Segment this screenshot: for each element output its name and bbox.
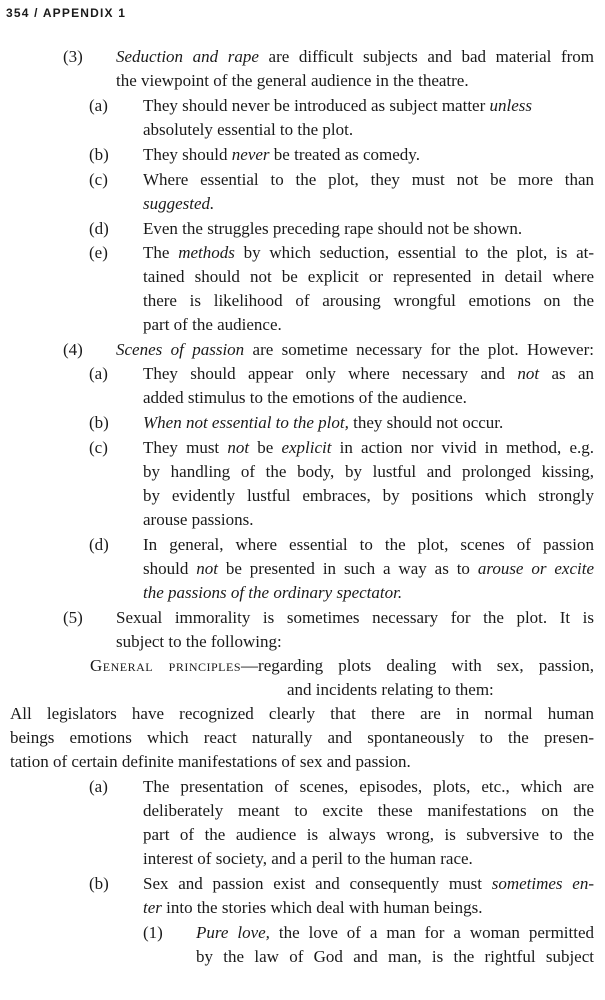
- general-principles-heading: General principles: [90, 656, 242, 675]
- text-line: Even the struggles preceding rape should not be shown.: [143, 219, 523, 238]
- text-line: beings emotions which react naturally and spontaneously to the presen-: [10, 728, 594, 747]
- item-label: (e): [89, 243, 108, 262]
- text-line: Where essential to the plot, they must not be more than: [143, 170, 594, 189]
- text-line: interest of society, and a peril to the human race.: [143, 849, 473, 868]
- header-separator: /: [34, 6, 39, 20]
- text-line: Seduction and rape are difficult subjects and bad material from: [116, 47, 594, 66]
- text-line: subject to the following:: [116, 632, 282, 651]
- text-line: When not essential to the plot, they should not occur.: [143, 413, 504, 432]
- text-line: All legislators have recognized clearly that there are in normal human: [10, 704, 594, 723]
- text-line: They should appear only where necessary and not as an: [143, 364, 594, 383]
- item-label: (3): [63, 47, 83, 66]
- text-line: and incidents relating to them:: [287, 680, 494, 699]
- item-label: (b): [89, 874, 109, 893]
- text-line: Pure love, the love of a man for a woman permitted: [196, 923, 595, 942]
- text-line: ter into the stories which deal with human beings.: [143, 898, 483, 917]
- text-line: by handling of the body, by lustful and prolonged kissing,: [143, 462, 594, 481]
- text-line: the passions of the ordinary spectator.: [143, 583, 403, 602]
- text-line: In general, where essential to the plot, scenes of passion: [143, 535, 594, 554]
- text-line: They should never be treated as comedy.: [143, 145, 420, 164]
- item-label: (c): [89, 438, 108, 457]
- text-line: tation of certain definite manifestations of sex and passion.: [10, 752, 411, 771]
- text-line: General principles—regarding plots dealing with sex, passion,: [90, 656, 595, 675]
- text-line: absolutely essential to the plot.: [143, 120, 354, 139]
- item-label: (a): [89, 96, 108, 115]
- text-line: They must not be explicit in action nor vivid in method, e.g.: [143, 438, 594, 457]
- text-line: part of the audience is always wrong, is subversive to the: [143, 825, 594, 844]
- text-line: part of the audience.: [143, 315, 282, 334]
- item-label: (5): [63, 608, 83, 627]
- page-number: 354: [6, 6, 30, 20]
- text-line: Sex and passion exist and consequently must sometimes en-: [143, 874, 594, 893]
- text-line: Sexual immorality is sometimes necessary for the plot. It is: [116, 608, 594, 627]
- running-header: [6, 6, 126, 20]
- item-label: (a): [89, 364, 108, 383]
- text-line: The presentation of scenes, episodes, plots, etc., which are: [143, 777, 594, 796]
- text-line: tained should not be explicit or represented in detail where: [143, 267, 594, 286]
- item-label: (b): [89, 413, 109, 432]
- header-section: APPENDIX 1: [42, 6, 127, 20]
- item-label: (a): [89, 777, 108, 796]
- item-label: (c): [89, 170, 108, 189]
- text-line: They should never be introduced as subject matter unless: [143, 96, 532, 115]
- text-line: by the law of God and man, is the rightful subject: [196, 947, 594, 966]
- item-label: (4): [63, 340, 83, 359]
- item-label: (b): [89, 145, 109, 164]
- text-line: Scenes of passion are sometime necessary for the plot. However:: [116, 340, 594, 359]
- item-label: (1): [143, 923, 163, 942]
- text-line: The methods by which seduction, essential to the plot, is at-: [143, 243, 594, 262]
- text-line: by evidently lustful embraces, by positions which strongly: [143, 486, 594, 505]
- text-line: suggested.: [143, 194, 215, 213]
- text-line: the viewpoint of the general audience in the theatre.: [116, 71, 469, 90]
- text-line: there is likelihood of arousing wrongful emotions on the: [143, 291, 594, 310]
- text-line: arouse passions.: [143, 510, 254, 529]
- item-label: (d): [89, 219, 109, 238]
- text-line: should not be presented in such a way as to arouse or excite: [143, 559, 595, 578]
- text-line: deliberately meant to excite these manifestations on the: [143, 801, 594, 820]
- text-line: added stimulus to the emotions of the audience.: [143, 388, 467, 407]
- item-label: (d): [89, 535, 109, 554]
